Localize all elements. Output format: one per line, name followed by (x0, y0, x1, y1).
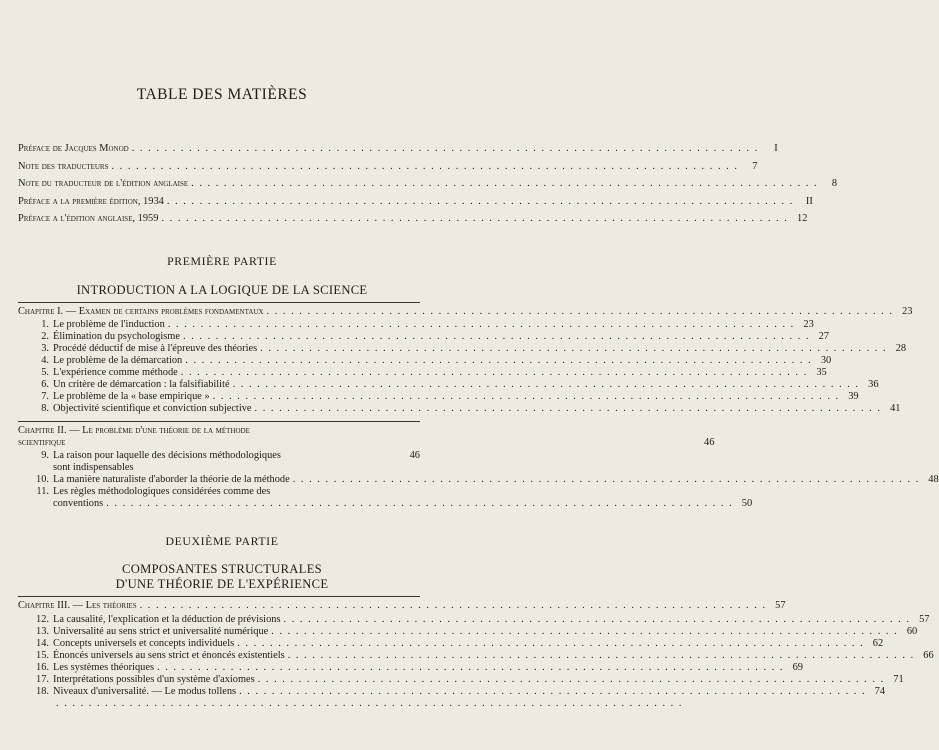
section-title: Universalité au sens strict et universalité numérique (53, 626, 269, 637)
dot-leader (167, 196, 794, 208)
section-entry (18, 614, 930, 626)
dot-leader (233, 379, 860, 391)
dot-leader (111, 161, 738, 173)
section-entry (18, 674, 904, 686)
dot-leader (293, 474, 920, 486)
section-page: 35 (816, 367, 827, 378)
section-number: 15. (36, 650, 49, 661)
section-number: 11. (36, 486, 49, 497)
section-number: 18. (36, 686, 49, 697)
part-title-continued: D'UNE THÉORIE DE L'EXPÉRIENCE (115, 577, 329, 591)
toc-entry (18, 161, 758, 173)
section-entry (18, 486, 753, 509)
section-title: Énoncés universels au sens strict et énoncés existentiels (53, 650, 285, 661)
dot-leader (132, 143, 759, 155)
section-number: 13. (36, 626, 49, 637)
entry-page: 12 (797, 213, 808, 224)
toc-entry (18, 196, 813, 208)
section-entry (18, 355, 832, 367)
chapter-heading (18, 425, 715, 449)
page-title: TABLE DES MATIÈRES (136, 86, 308, 103)
section-page: 62 (872, 638, 884, 649)
section-entry (18, 367, 827, 379)
section-entry (18, 343, 907, 355)
dot-leader (168, 319, 795, 331)
section-title-continued: conventions (53, 497, 104, 509)
dot-leader (284, 614, 911, 626)
part-title: INTRODUCTION A LA LOGIQUE DE LA SCIENCE (76, 283, 368, 297)
chapter-heading (18, 306, 913, 318)
dot-leader (106, 498, 733, 510)
dot-leader (185, 355, 812, 367)
section-entry (18, 474, 939, 486)
chapter-heading (18, 600, 786, 612)
section-page: 27 (818, 331, 829, 342)
section-title: Le problème de la « base empirique » (53, 391, 210, 402)
section-title: Niveaux d'universalité. — Le modus tollens (53, 686, 237, 697)
dot-leader (258, 674, 885, 686)
dot-leader (161, 213, 788, 225)
chapter-label: Chapitre III. — Les théories (18, 600, 137, 611)
dot-leader (260, 343, 887, 355)
section-page: 39 (848, 391, 859, 402)
section-title: La manière naturaliste d'aborder la théorie de la méthode (53, 474, 290, 485)
section-title: La raison pour laquelle des décisions méthodologiques (53, 450, 281, 461)
dot-leader (239, 686, 866, 698)
section-page: 74 (874, 686, 886, 697)
section-title: Concepts universels et concepts individuels (53, 638, 235, 649)
part-label: DEUXIÈME PARTIE (165, 534, 279, 548)
dot-leader (56, 698, 683, 710)
section-page: 66 (923, 650, 934, 661)
section-entry (18, 698, 420, 710)
dot-leader (237, 638, 864, 650)
section-entry (18, 403, 901, 415)
section-number: 12. (36, 614, 49, 625)
dot-leader (191, 178, 818, 190)
chapter-page: 46 (704, 437, 715, 448)
section-entry (18, 686, 886, 698)
chapter-label: Chapitre II. — Le problème d'une théorie de la méthode (18, 425, 250, 436)
section-title: Le problème de l'induction (53, 319, 165, 330)
entry-label: Préface a la première édition, 1934 (18, 196, 164, 207)
dot-leader (181, 367, 808, 379)
section-title: L'expérience comme méthode (53, 367, 178, 378)
section-page: 71 (893, 674, 904, 685)
section-title: Interprétations possibles d'un système d'axiomes (53, 674, 255, 685)
section-number: 5. (41, 367, 49, 378)
section-page: 36 (868, 379, 879, 390)
section-title: Les règles méthodologiques considérées comme des (53, 486, 271, 497)
chapter-label-continued: scientifique (18, 437, 66, 448)
section-number: 6. (41, 379, 49, 390)
section-entry (18, 391, 859, 403)
section-entry (18, 331, 829, 343)
entry-page: 8 (831, 178, 838, 189)
section-title: Objectivité scientifique et conviction subjective (53, 403, 252, 414)
section-number: 10. (36, 474, 49, 485)
section-page: 60 (906, 626, 918, 637)
dot-leader (255, 403, 882, 415)
entry-label: Préface de Jacques Monod (18, 143, 129, 154)
divider (18, 421, 420, 422)
chapter-page: 23 (902, 306, 913, 317)
section-title: Les systèmes théoriques (53, 662, 154, 673)
section-entry (18, 319, 814, 331)
chapter-page: 57 (775, 600, 786, 611)
section-entry (18, 450, 420, 473)
section-entry (18, 650, 934, 662)
dot-leader (183, 331, 810, 343)
section-page: 46 (409, 450, 420, 461)
section-number: 16. (36, 662, 49, 673)
section-title: Le problème de la démarcation (53, 355, 183, 366)
dot-leader (157, 662, 784, 674)
dot-leader (288, 650, 915, 662)
section-number: 7. (41, 391, 49, 402)
section-number: 8. (41, 403, 49, 414)
section-entry (18, 379, 879, 391)
entry-label: Note des traducteurs (18, 161, 109, 172)
entry-label: Préface a l'édition anglaise, 1959 (18, 213, 159, 224)
section-title: Procédé déductif de mise à l'épreuve des théories (53, 343, 258, 354)
section-page: 48 (928, 474, 939, 485)
entry-page: II (805, 196, 813, 207)
section-entry (18, 662, 803, 674)
section-number: 9. (41, 450, 49, 461)
divider (18, 596, 420, 597)
part-title: COMPOSANTES STRUCTURALES (122, 562, 322, 576)
section-title: Un critère de démarcation : la falsifiabilité (53, 379, 230, 390)
dot-leader (213, 391, 840, 403)
section-number: 14. (36, 638, 49, 649)
section-entry (18, 626, 918, 638)
section-number: 4. (41, 355, 49, 366)
section-page: 57 (919, 614, 930, 625)
section-number: 2. (41, 331, 49, 342)
section-page: 41 (890, 403, 901, 414)
section-page: 50 (741, 497, 753, 509)
section-page: 30 (820, 355, 832, 366)
dot-leader (271, 626, 898, 638)
dot-leader (140, 600, 767, 612)
section-title: Élimination du psychologisme (53, 331, 180, 342)
toc-entry (18, 178, 838, 190)
section-page: 28 (895, 343, 907, 354)
section-number: 17. (36, 674, 49, 685)
section-page: 69 (792, 662, 803, 673)
chapter-label: Chapitre I. — Examen de certains problèmes fondamentaux (18, 306, 264, 317)
section-title-continued: sont indispensables (53, 461, 134, 473)
section-page: 23 (803, 319, 814, 330)
section-number: 1. (41, 319, 49, 330)
section-title: La causalité, l'explication et la déduction de prévisions (53, 614, 281, 625)
toc-entry (18, 143, 778, 155)
entry-label: Note du traducteur de l'édition anglaise (18, 178, 189, 189)
divider (18, 302, 420, 303)
toc-entry (18, 213, 808, 225)
section-entry (18, 638, 884, 650)
entry-page: I (774, 143, 778, 154)
dot-leader (267, 306, 894, 318)
part-label: PREMIÈRE PARTIE (167, 254, 277, 268)
section-number: 3. (41, 343, 49, 354)
entry-page: 7 (752, 161, 758, 172)
